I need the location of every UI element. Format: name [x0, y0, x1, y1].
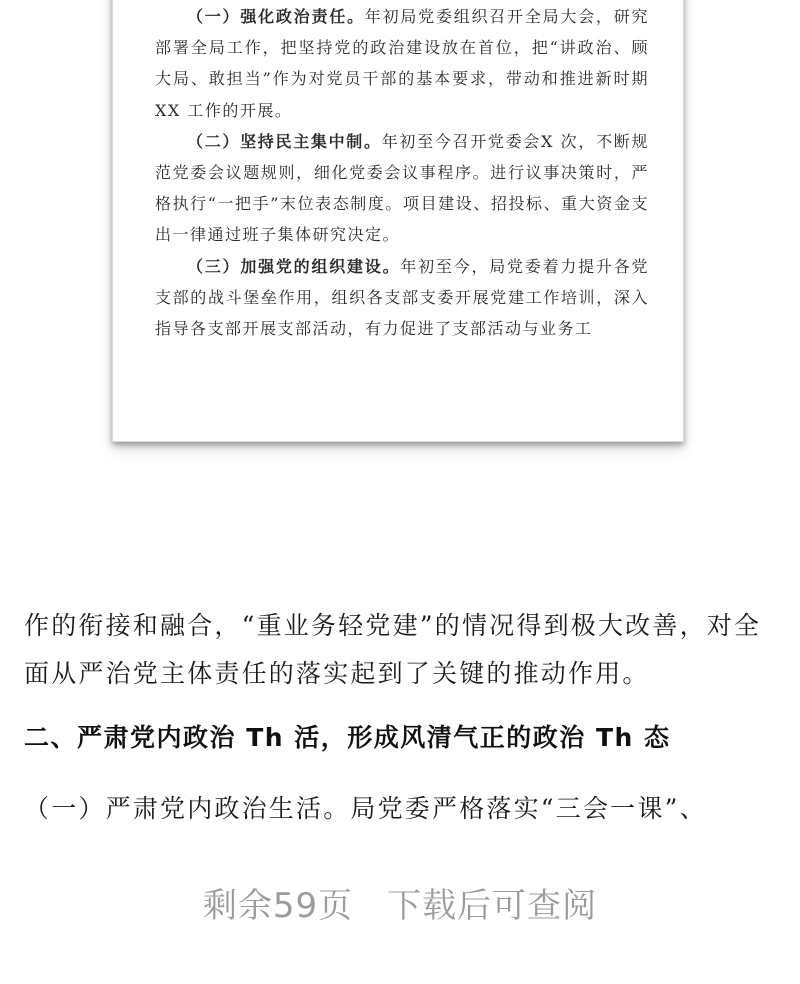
section-heading: 二、严肃党内政治 Th 活，形成风清气正的政治 Th 态: [24, 723, 671, 752]
preview-paragraph-text: 年初至今召开党委会X 次，不断规范党委会议题规则，细化党委会议事程序。进行议事决策时，严格执行“一把手”末位表态制度。项目建设、招投标、重大资金支出一律通过班子集体研究决定。: [155, 131, 649, 245]
download-to-view-label: 下载后可查阅: [387, 886, 598, 926]
download-prompt-button[interactable]: [0, 880, 800, 932]
preview-paragraph-text: 年初至今，局党委着力提升各党支部的战斗堡垒作用，组织各支部支委开展党建工作培训，深入指导各支部开展支部活动，有力促进了支部活动与业务工: [155, 256, 649, 339]
body-paragraph: （一）严肃党内政治生活。局党委严格落实“三会一课”、: [24, 794, 707, 823]
document-preview-card: [112, 0, 684, 442]
preview-text-block: [155, 1, 649, 344]
preview-paragraph-heading: （一）强化政治责任。: [187, 7, 365, 26]
preview-paragraph-heading: （三）加强党的组织建设。: [187, 256, 401, 276]
preview-paragraph-heading: （二）坚持民主集中制。: [187, 131, 382, 151]
preview-paragraph: [155, 126, 649, 251]
preview-paragraph: [155, 251, 649, 345]
preview-paragraph: [155, 1, 649, 126]
body-paragraph: 作的衔接和融合，“重业务轻党建”的情况得到极大改善，对全面从严治党主体责任的落实起到了关键的推动作用。: [24, 611, 762, 688]
preview-paragraph-text: 年初局党委组织召开全局大会，研究部署全局工作，把坚持党的政治建设放在首位，把“讲政治、顾大局、敢担当”作为对党员干部的基本要求，带动和推进新时期XX 工作的开展。: [155, 7, 649, 120]
remaining-pages-label: 剩余59页: [202, 886, 354, 926]
